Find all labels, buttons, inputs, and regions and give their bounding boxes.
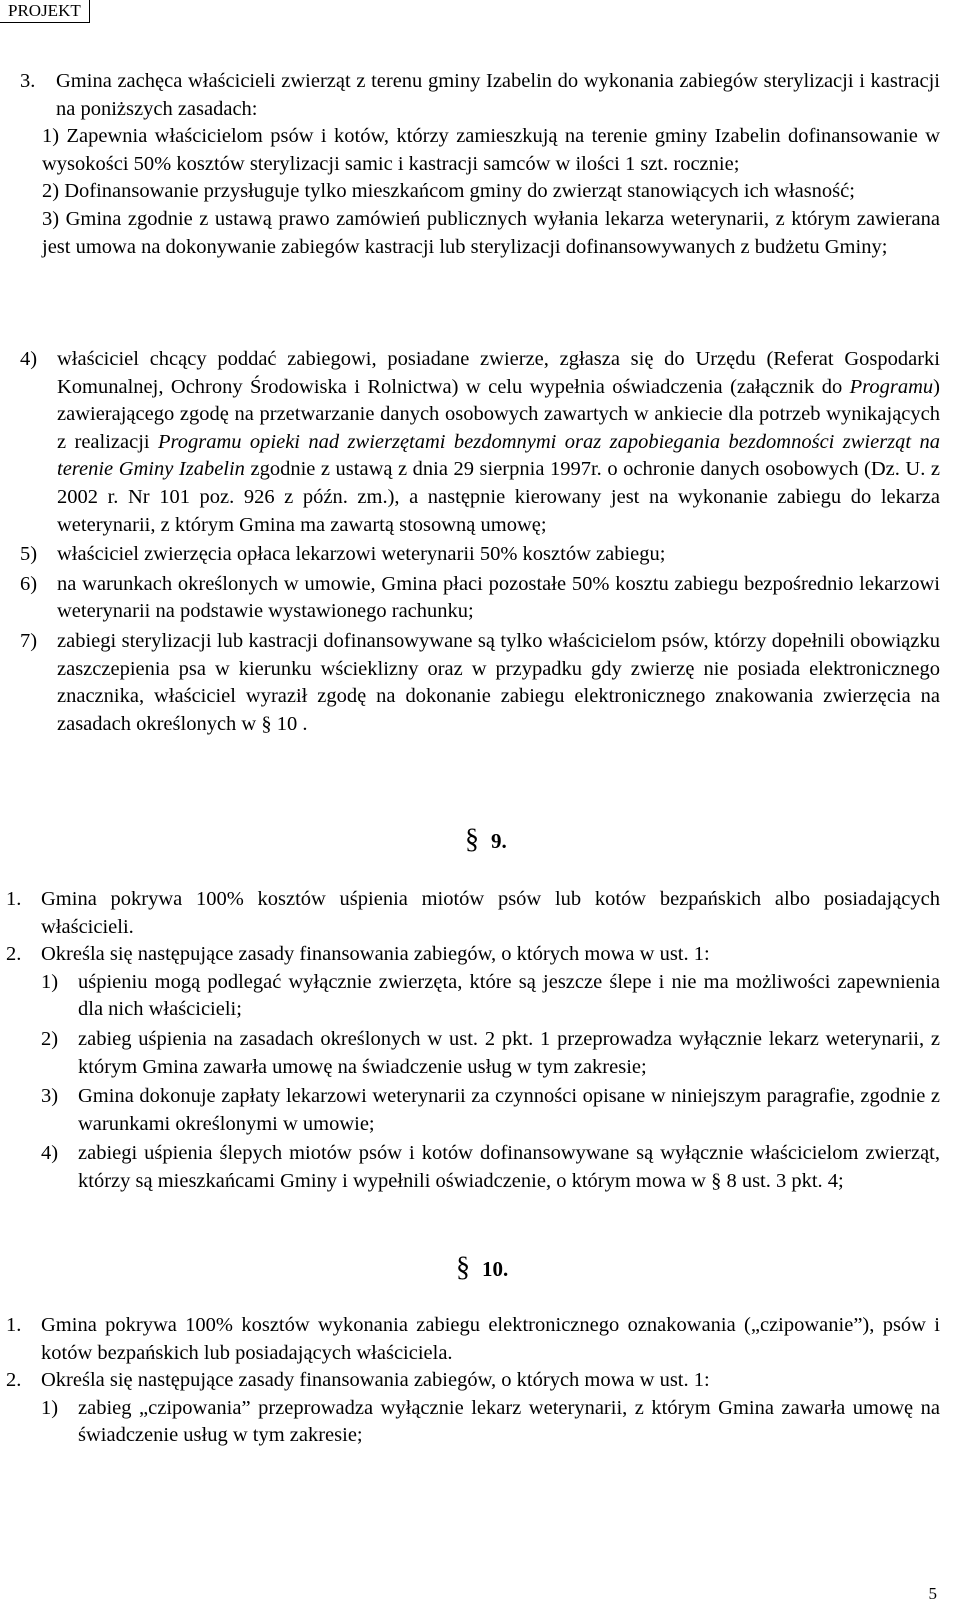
section-10-sub-item-1 <box>41 1395 940 1450</box>
section-8-item-3 <box>20 68 940 261</box>
section-9-item-2-text: Określa się następujące zasady finansowania zabiegów, o których mowa w ust. 1: <box>41 943 710 966</box>
section-9-sub-item-1 <box>41 969 940 1024</box>
paragraph-10-heading <box>456 1254 508 1284</box>
sub-item-7-text: zabiegi sterylizacji lub kastracji dofinansowywane są tylko właścicielom psów, którzy dopełnili obowiązku zaszczepienia psa w kierunku wścieklizny oraz w przypadku gdy zwierzę nie posiada elektronicznego znacznika, właściciel wyraził zgodę na dokonanie zabiegu elektronicznego znakowania zwierzęcia na zasadach określonych w § 10 . <box>57 629 940 735</box>
section-9-sub-3-text: Gmina dokonuje zapłaty lekarzowi weterynarii za czynności opisane w niniejszym paragrafie, zgodnie z warunkami określonymi w umowie; <box>78 1085 940 1135</box>
sub4-program-ref: Programu <box>849 375 934 398</box>
item-number: 1. <box>6 888 22 910</box>
section-10-sub-1-text: zabieg „czipowania” przeprowadza wyłącznie lekarz weterynarii, z którym Gmina zawarła umowę na świadczenie usług w tym zakresie; <box>78 1396 940 1447</box>
sub-item-number: 4) <box>20 348 38 370</box>
paragraph-number: 10. <box>482 1257 509 1281</box>
sub-item-3: 3) Gmina zgodnie z ustawą prawo zamówień publicznych wyłania lekarza weterynarii, z którym zawierana jest umowa na dokonywanie zabiegów kastracji lub sterylizacji dofinansowywanych z budżetu Gminy; <box>42 207 940 258</box>
sub-item-2: 2) Dofinansowanie przysługuje tylko mieszkańcom gminy do zwierząt stanowiących ich własność; <box>42 180 855 203</box>
sub-item-4 <box>20 346 940 539</box>
section-sign-icon: § <box>456 1252 470 1283</box>
sub4-program-title: Programu opieki nad zwierzętami bezdomnymi oraz zapobiegania bezdomności zwierząt na terenie Gminy Izabelin <box>57 430 941 481</box>
section-9-item-1 <box>6 886 940 941</box>
sub4-text-e: zgodnie z ustawą z dnia 29 sierpnia 1997r. o ochronie danych osobowych (Dz. U. z 2002 r. Nr 101 poz. 926 z późn. zm.), a następnie kierowany jest na wykonanie zabiegu do lekarza weterynarii, z którym Gmina ma zawartą stosowną umowę; <box>57 458 940 536</box>
item-number: 2. <box>6 943 22 966</box>
section-9-sub-item-3 <box>41 1083 940 1138</box>
sub-item-1: 1) Zapewnia właścicielom psów i kotów, którzy zamieszkują na terenie gminy Izabelin dofinansowanie w wysokości 50% kosztów sterylizacji samic i kastracji samców w ilości 1 szt. rocznie; <box>42 125 940 175</box>
sub-item-number: 3) <box>41 1085 59 1108</box>
section-9-item-2 <box>6 941 940 969</box>
item-number: 1. <box>6 1314 22 1336</box>
section-9-sub-item-2 <box>41 1026 940 1081</box>
section-10-item-1 <box>6 1312 940 1367</box>
project-label: PROJEKT <box>0 0 90 23</box>
sub4-text-a: właściciel chcący poddać zabiegowi, posiadane zwierze, zgłasza się do Urzędu (Referat Gospodarki Komunalnej, Ochrony Środowiska i Rolnictwa) w celu wypełnia oświadczenia (załącznik do <box>57 348 940 398</box>
section-10-item-2-text: Określa się następujące zasady finansowania zabiegów, o których mowa w ust. 1: <box>41 1369 710 1392</box>
section-9-item-1-text: Gmina pokrywa 100% kosztów uśpienia miotów psów lub kotów bezpańskich albo posiadających właścicieli. <box>41 888 940 938</box>
sub-item-4-text <box>57 346 940 539</box>
section-sign-icon: § <box>465 824 479 855</box>
sub4-text-c: ) zawierającego zgodę na przetwarzanie danych osobowych zawartych w ankiecie dla potrzeb wynikających z realizacji <box>57 375 940 453</box>
section-10 <box>6 1312 940 1450</box>
item-3-intro: Gmina zachęca właścicieli zwierząt z terenu gminy Izabelin do wykonania zabiegów sterylizacji i kastracji na poniższych zasadach: <box>56 70 940 120</box>
sub-item-number: 7) <box>20 629 38 652</box>
sub-item-5-text: właściciel zwierzęcia opłaca lekarzowi weterynarii 50% kosztów zabiegu; <box>57 543 666 566</box>
section-10-item-1-text: Gmina pokrywa 100% kosztów wykonania zabiegu elektronicznego oznakowania („czipowanie”), psów i kotów bezpańskich lub posiadających właściciela. <box>41 1314 940 1364</box>
sub-item-5 <box>20 541 940 569</box>
section-10-item-2 <box>6 1367 940 1395</box>
page-number: 5 <box>928 1584 937 1603</box>
item-number: 2. <box>6 1369 22 1392</box>
paragraph-9-heading <box>465 826 507 856</box>
sub-item-6-text: na warunkach określonych w umowie, Gmina płaci pozostałe 50% kosztu zabiegu bezpośrednio lekarzowi weterynarii na podstawie wystawionego rachunku; <box>57 572 940 623</box>
item-number: 3. <box>20 70 36 92</box>
sub-item-number: 6) <box>20 572 38 595</box>
paragraph-number: 9. <box>491 829 507 853</box>
section-8-sub-items <box>20 346 940 738</box>
sub-item-number: 2) <box>41 1027 59 1050</box>
sub-item-6 <box>20 571 940 626</box>
section-9-sub-4-text: zabiegi uśpienia ślepych miotów psów i kotów dofinansowywane są wyłącznie właścicielom zwierząt, którzy są mieszkańcami Gminy i wypełnili oświadczenie, o którym mowa w § 8 ust. 3 pkt. 4; <box>78 1142 940 1192</box>
sub-item-number: 1) <box>41 1396 59 1419</box>
section-10-sub-items <box>6 1395 940 1450</box>
section-9-sub-2-text: zabieg uśpienia na zasadach określonych w ust. 2 pkt. 1 przeprowadza wyłącznie lekarz weterynarii, z którym Gmina zawarła umowę na świadczenie usług w tym zakresie; <box>78 1027 940 1078</box>
item-3 <box>20 68 940 261</box>
sub-item-number: 5) <box>20 543 38 566</box>
section-9 <box>6 886 940 1196</box>
sub-item-number: 4) <box>41 1142 59 1165</box>
sub-item-number: 1) <box>41 970 59 993</box>
sub-item-7 <box>20 628 940 738</box>
section-9-sub-1-text: uśpieniu mogą podlegać wyłącznie zwierzęta, które są jeszcze ślepe i nie ma możliwości zapewnienia dla nich właścicieli; <box>78 970 940 1021</box>
section-9-sub-items <box>6 969 940 1196</box>
section-9-sub-item-4 <box>41 1140 940 1195</box>
